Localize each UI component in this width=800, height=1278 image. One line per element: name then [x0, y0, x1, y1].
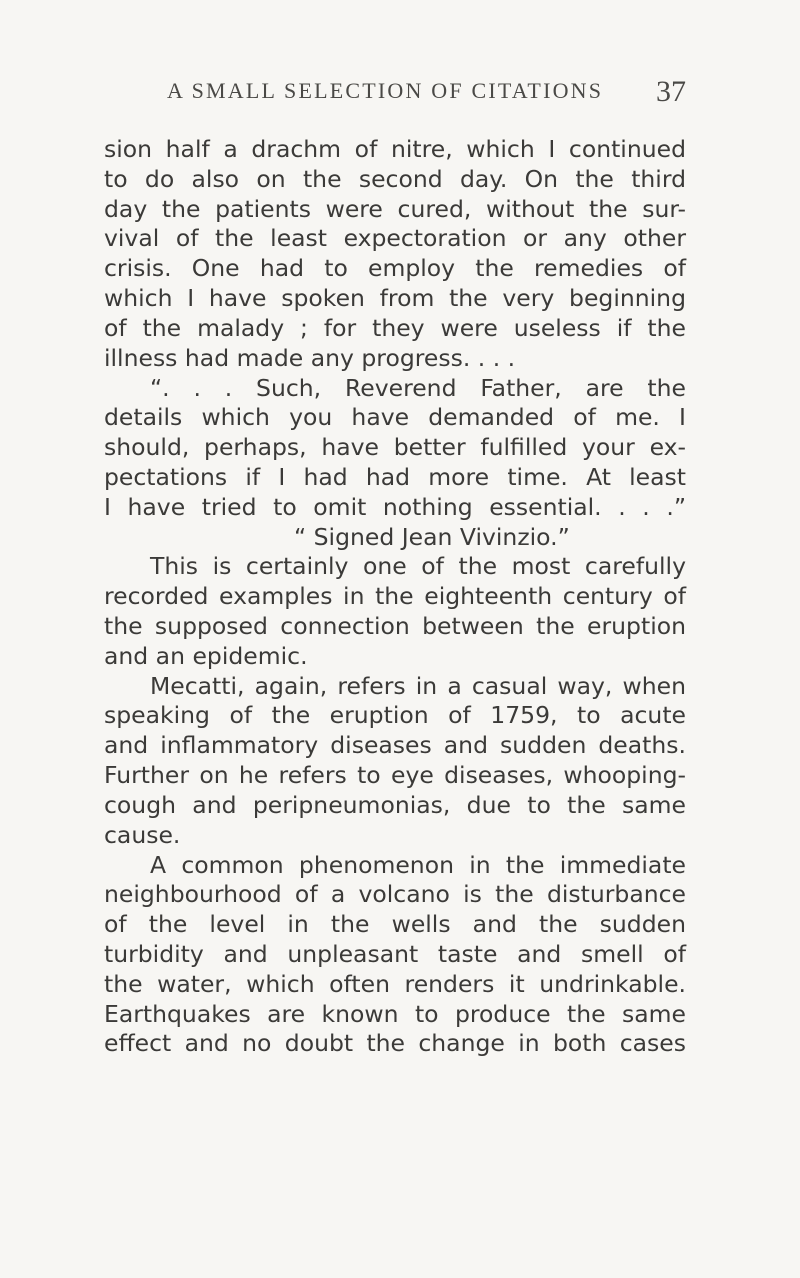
text-line: the supposed connection between the eruption: [104, 612, 686, 640]
text-line: day the patients were cured, without the sur-: [104, 194, 686, 223]
text-line: which I have spoken from the very beginning: [104, 284, 686, 313]
text-line: turbidity and unpleasant taste and smell of: [104, 939, 686, 968]
text-line: Earthquakes are known to produce the same: [104, 999, 686, 1028]
running-head: A SMALL SELECTION OF CITATIONS: [167, 78, 604, 103]
text-line: vival of the least expectoration or any other: [104, 224, 686, 253]
page-number: 37: [656, 75, 686, 108]
page-header: [0, 75, 800, 112]
text-line: details which you have demanded of me. I: [104, 403, 686, 432]
signature-line: “ Signed Jean Vivinzio.”: [294, 522, 570, 551]
text-line: “. . . Such, Reverend Father, are the: [150, 373, 686, 402]
text-line: This is certainly one of the most carefully: [150, 552, 686, 581]
text-line: cough and peripneumonias, due to the same: [104, 790, 686, 819]
text-line: and inflammatory diseases and sudden deaths.: [104, 731, 686, 760]
text-line: to do also on the second day. On the third: [104, 164, 686, 193]
text-line: sion half a drachm of nitre, which I continued: [104, 135, 686, 163]
text-line: effect and no doubt the change in both cases: [104, 1029, 686, 1058]
text-line: illness had made any progress. . . .: [104, 343, 516, 372]
text-line: neighbourhood of a volcano is the disturbance: [104, 880, 686, 909]
text-line: recorded examples in the eighteenth century of: [104, 582, 686, 611]
text-line: should, perhaps, have better fulfilled your ex-: [104, 433, 686, 462]
text-line: crisis. One had to employ the remedies of: [104, 254, 686, 283]
text-line: and an epidemic.: [104, 641, 308, 670]
text-line: of the malady ; for they were useless if the: [104, 313, 686, 342]
text-line: speaking of the eruption of 1759, to acute: [104, 701, 686, 730]
text-line: pectations if I had had more time. At least: [104, 462, 686, 491]
text-line: cause.: [104, 820, 181, 849]
text-line: of the level in the wells and the sudden: [104, 910, 686, 939]
text-line: Further on he refers to eye diseases, whooping-: [104, 761, 686, 790]
text-line: A common phenomenon in the immediate: [150, 850, 686, 879]
text-line: Mecatti, again, refers in a casual way, when: [150, 671, 686, 700]
text-line: the water, which often renders it undrinkable.: [104, 969, 686, 998]
text-line: I have tried to omit nothing essential. . . .”: [104, 492, 686, 521]
body-text: [104, 135, 686, 1059]
